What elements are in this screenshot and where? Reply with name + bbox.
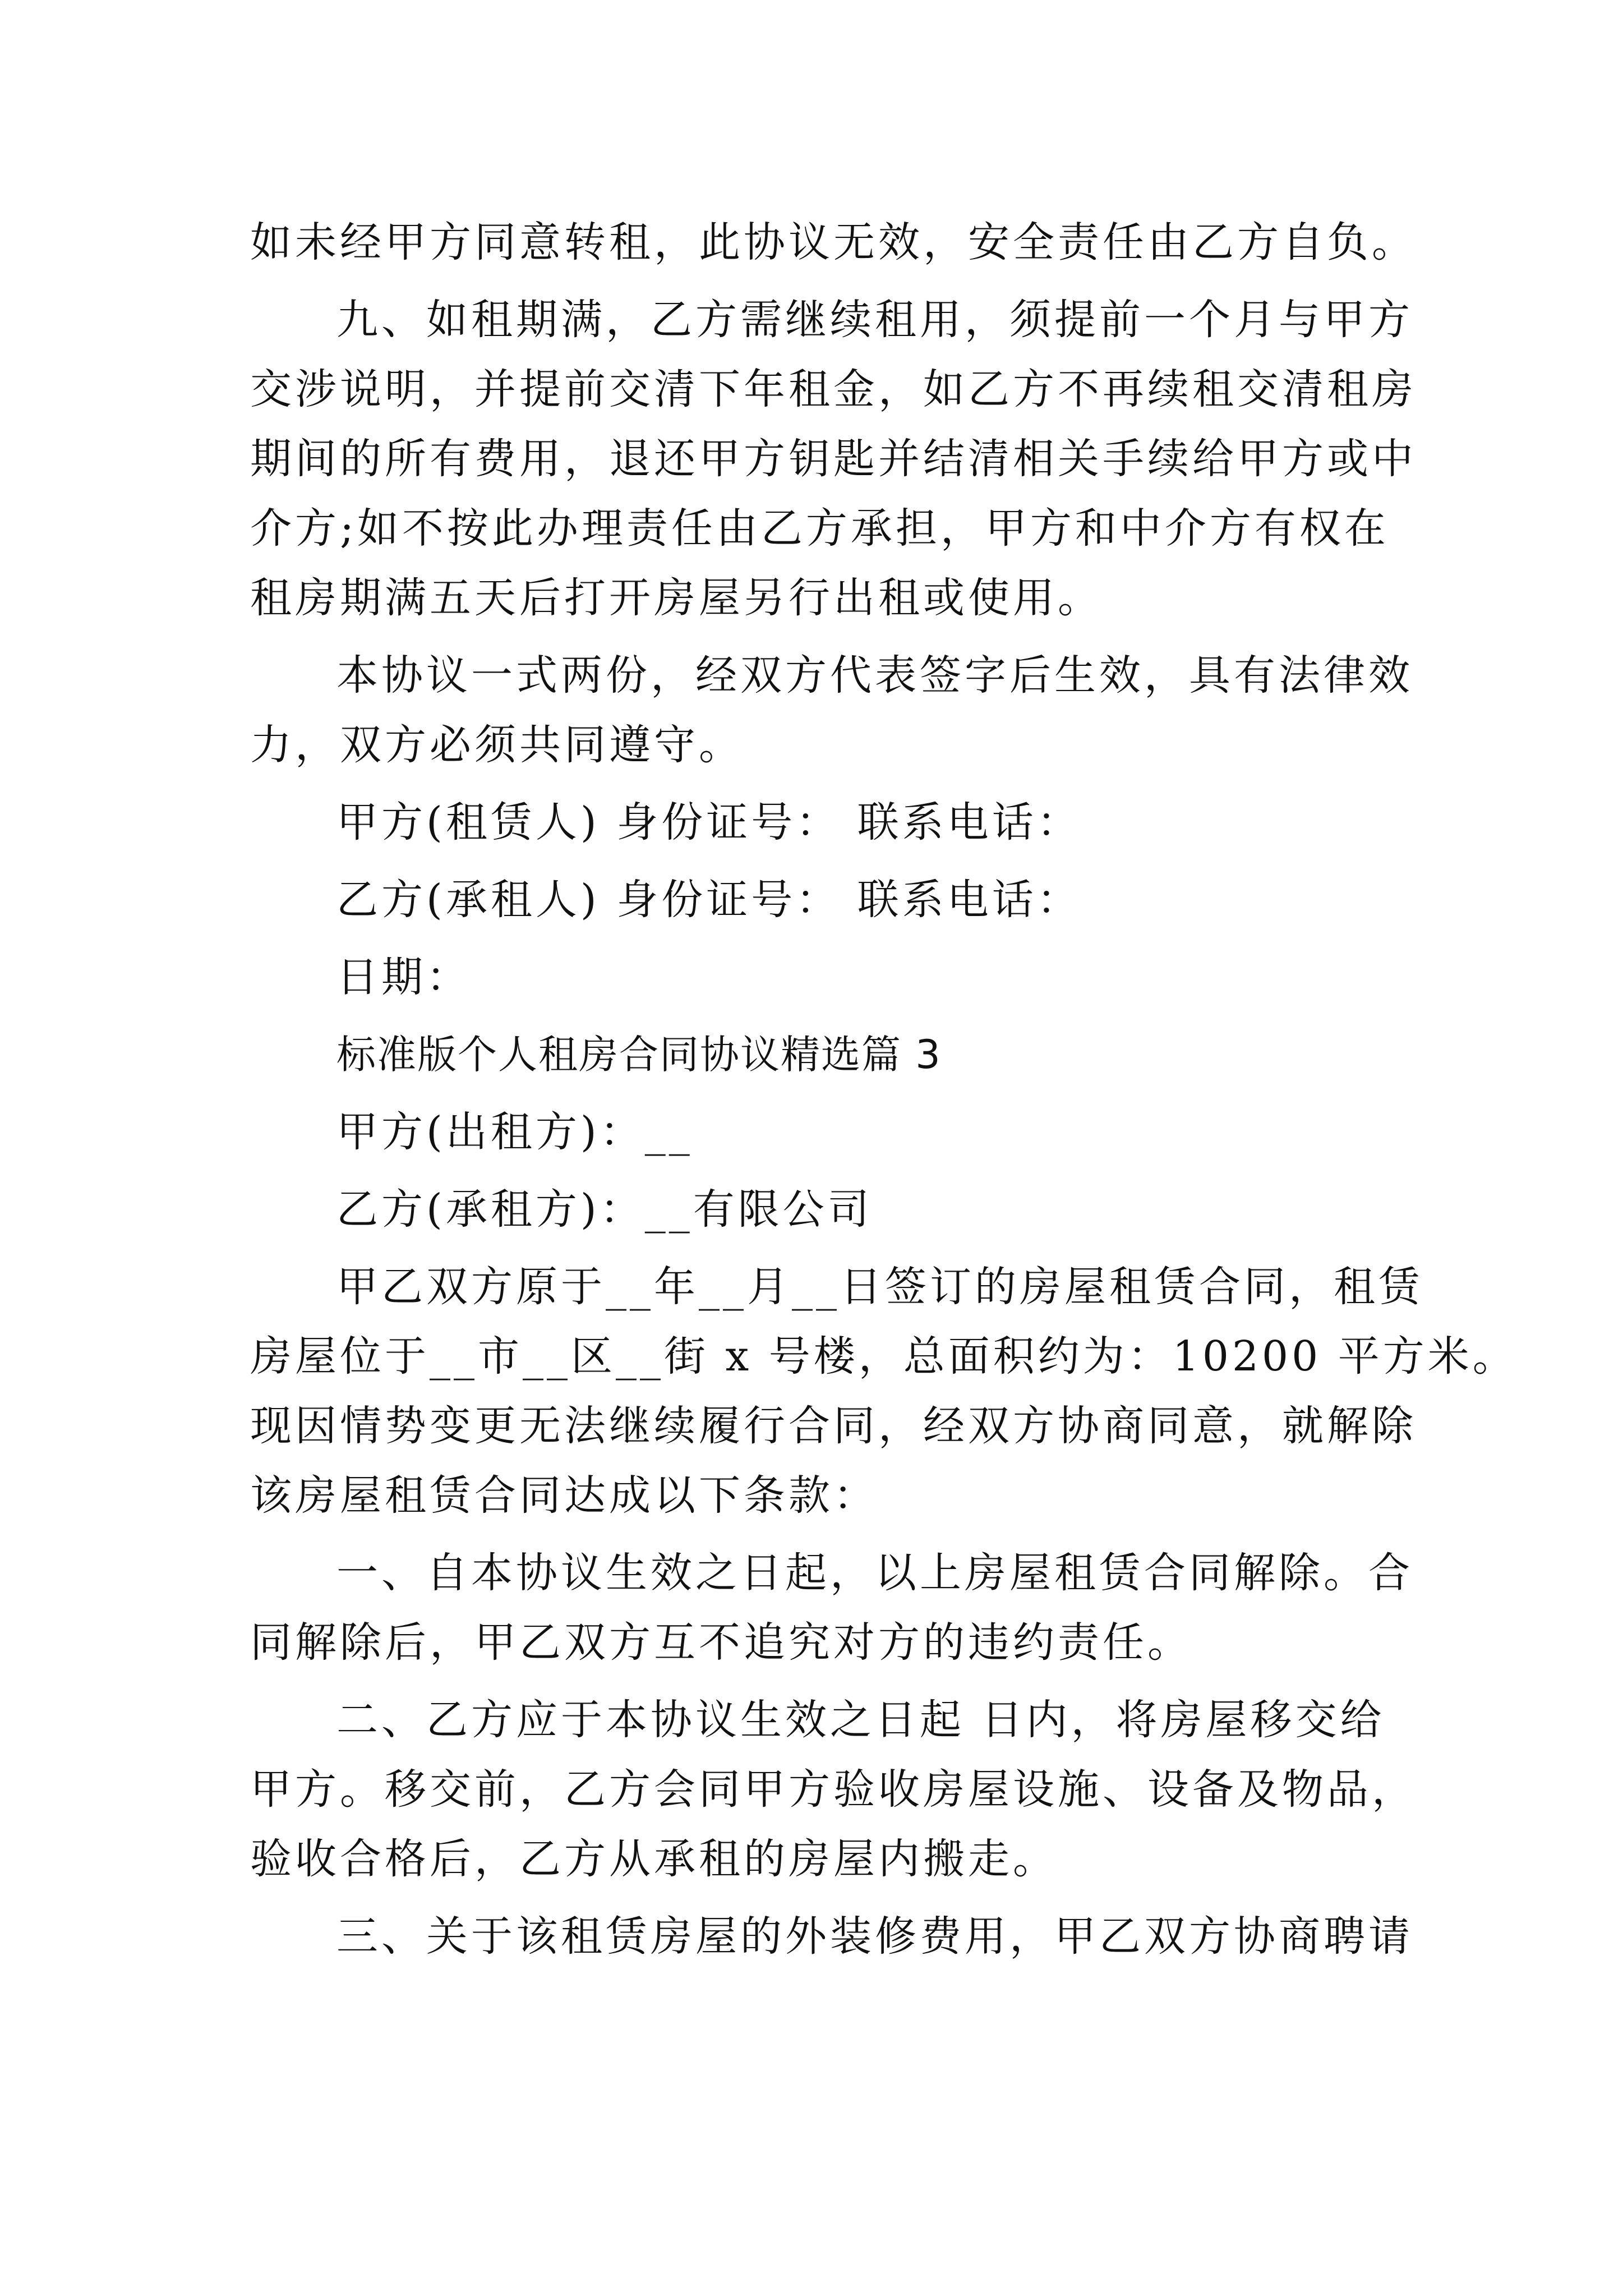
party-b-signature-line: 乙方(承租人) 身份证号： 联系电话： <box>336 876 1082 924</box>
paragraph-line: 同解除后，甲乙双方互不追究对方的违约责任。 <box>250 1618 1192 1667</box>
clause-three-line: 三、关于该租赁房屋的外装修费用，甲乙双方协商聘请 <box>336 1912 1413 1961</box>
lessee-line: 乙方(承租方)：__有限公司 <box>336 1185 873 1234</box>
date-line: 日期： <box>336 953 471 1001</box>
party-a-signature-line: 甲方(租赁人) 身份证号： 联系电话： <box>336 798 1082 846</box>
paragraph-line: 甲乙双方原于__年__月__日签订的房屋租赁合同，租赁 <box>336 1263 1423 1311</box>
clause-one-line: 一、自本协议生效之日起，以上房屋租赁合同解除。合 <box>336 1549 1413 1597</box>
paragraph-line: 该房屋租赁合同达成以下条款： <box>250 1471 878 1520</box>
paragraph-line: 房屋位于__市__区__街 x 号楼，总面积约为：10200 平方米。 <box>250 1332 1518 1381</box>
paragraph-line: 交涉说明，并提前交清下年租金，如乙方不再续租交清租房 <box>250 365 1417 413</box>
agreement-effect-line: 本协议一式两份，经双方代表签字后生效，具有法律效 <box>336 651 1413 700</box>
clause-two-line: 二、乙方应于本协议生效之日起 日内，将房屋移交给 <box>336 1696 1385 1744</box>
paragraph-line: 验收合格后，乙方从承租的房屋内搬走。 <box>250 1835 1058 1883</box>
lessor-line: 甲方(出租方)：__ <box>336 1108 693 1156</box>
paragraph-line: 期间的所有费用，退还甲方钥匙并结清相关手续给甲方或中 <box>250 435 1417 483</box>
section-heading: 标准版个人租房合同协议精选篇 3 <box>336 1032 942 1078</box>
paragraph-line: 甲方。移交前，乙方会同甲方验收房屋设施、设备及物品， <box>250 1765 1417 1814</box>
paragraph-line: 租房期满五天后打开房屋另行出租或使用。 <box>250 574 1103 622</box>
document-body <box>250 208 1518 1971</box>
paragraph-line: 如未经甲方同意转租，此协议无效，安全责任由乙方自负。 <box>250 218 1417 266</box>
paragraph-line: 介方;如不按此办理责任由乙方承担，甲方和中介方有权在 <box>250 504 1389 553</box>
paragraph-line: 现因情势变更无法继续履行合同，经双方协商同意，就解除 <box>250 1402 1417 1450</box>
paragraph-line: 力，双方必须共同遵守。 <box>250 721 744 769</box>
clause-nine-line: 九、如租期满，乙方需继续租用，须提前一个月与甲方 <box>336 296 1413 344</box>
